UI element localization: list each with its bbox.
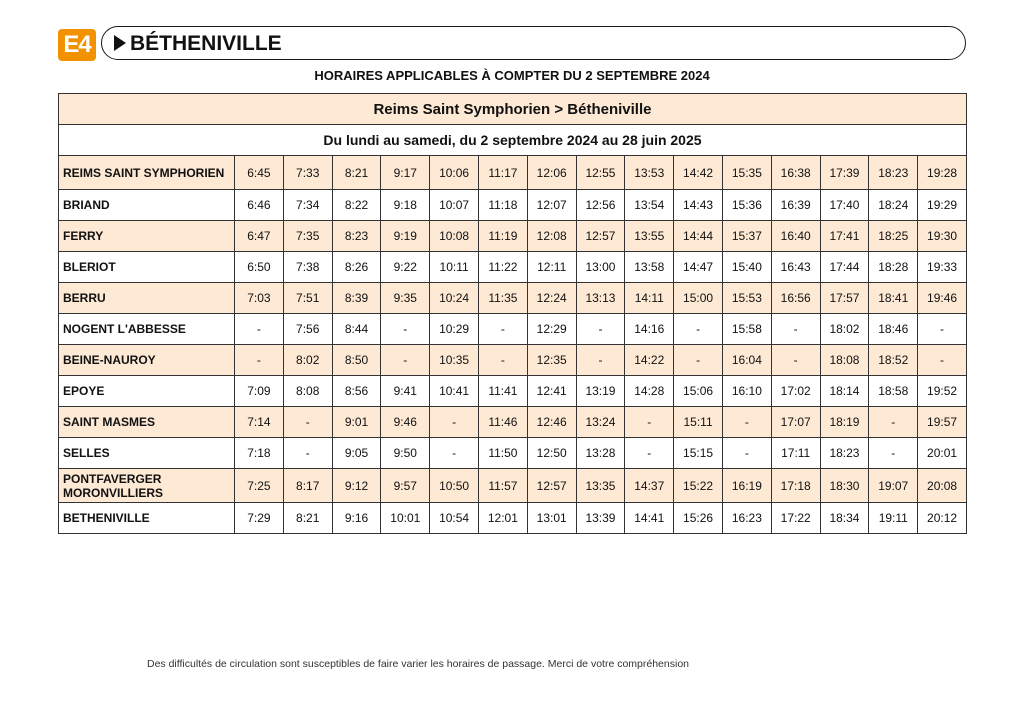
departure-time: 9:16: [332, 503, 381, 534]
departure-time: 16:39: [771, 190, 820, 221]
departure-time: 19:11: [869, 503, 918, 534]
departure-time: 8:44: [332, 314, 381, 345]
departure-time: 14:47: [674, 252, 723, 283]
departure-time: 15:35: [722, 156, 771, 190]
departure-time: 13:24: [576, 407, 625, 438]
departure-time: 12:01: [478, 503, 527, 534]
departure-time: 8:08: [283, 376, 332, 407]
departure-time: 6:45: [235, 156, 284, 190]
departure-time: 7:56: [283, 314, 332, 345]
stop-name: BERRU: [59, 283, 235, 314]
departure-time: 9:22: [381, 252, 430, 283]
departure-time: -: [430, 438, 479, 469]
departure-time: 13:55: [625, 221, 674, 252]
departure-time: 18:24: [869, 190, 918, 221]
departure-time: 10:08: [430, 221, 479, 252]
departure-time: 15:00: [674, 283, 723, 314]
stop-name: BLERIOT: [59, 252, 235, 283]
departure-time: 17:11: [771, 438, 820, 469]
departure-time: 17:39: [820, 156, 869, 190]
departure-time: -: [771, 314, 820, 345]
departure-time: 13:13: [576, 283, 625, 314]
departure-time: 13:35: [576, 469, 625, 503]
departure-time: 8:23: [332, 221, 381, 252]
play-arrow-icon: [114, 35, 126, 51]
stop-name: BRIAND: [59, 190, 235, 221]
departure-time: 11:57: [478, 469, 527, 503]
departure-time: 13:00: [576, 252, 625, 283]
departure-time: 9:41: [381, 376, 430, 407]
departure-time: 10:11: [430, 252, 479, 283]
departure-time: 14:41: [625, 503, 674, 534]
departure-time: 12:29: [527, 314, 576, 345]
departure-time: 7:14: [235, 407, 284, 438]
departure-time: 18:46: [869, 314, 918, 345]
destination-name: BÉTHENIVILLE: [130, 32, 282, 55]
departure-time: 9:01: [332, 407, 381, 438]
line-badge: E4: [58, 29, 96, 61]
applicability-notice: HORAIRES APPLICABLES À COMPTER DU 2 SEPTEMBRE 2024: [314, 68, 710, 83]
departure-time: 20:12: [918, 503, 967, 534]
departure-time: 18:23: [869, 156, 918, 190]
departure-time: 12:57: [527, 469, 576, 503]
departure-time: 11:46: [478, 407, 527, 438]
departure-time: 18:52: [869, 345, 918, 376]
departure-time: 11:18: [478, 190, 527, 221]
table-row: [59, 190, 967, 221]
departure-time: 13:54: [625, 190, 674, 221]
footnote: Des difficultés de circulation sont susceptibles de faire varier les horaires de passage. Merci de votre compréhension: [147, 658, 689, 670]
departure-time: 14:22: [625, 345, 674, 376]
departure-time: -: [625, 407, 674, 438]
departure-time: 14:42: [674, 156, 723, 190]
departure-time: -: [576, 314, 625, 345]
departure-time: 10:24: [430, 283, 479, 314]
departure-time: 15:37: [722, 221, 771, 252]
departure-time: -: [869, 407, 918, 438]
departure-time: 15:36: [722, 190, 771, 221]
departure-time: 18:41: [869, 283, 918, 314]
departure-time: 8:21: [283, 503, 332, 534]
departure-time: 16:04: [722, 345, 771, 376]
departure-time: 14:44: [674, 221, 723, 252]
departure-time: 9:17: [381, 156, 430, 190]
departure-time: -: [235, 314, 284, 345]
departure-time: 7:38: [283, 252, 332, 283]
departure-time: 8:50: [332, 345, 381, 376]
departure-time: 11:50: [478, 438, 527, 469]
departure-time: 19:33: [918, 252, 967, 283]
departure-time: 10:07: [430, 190, 479, 221]
departure-time: 10:29: [430, 314, 479, 345]
stop-name: FERRY: [59, 221, 235, 252]
table-row: [59, 314, 967, 345]
departure-time: 19:57: [918, 407, 967, 438]
departure-time: -: [674, 314, 723, 345]
departure-time: 17:44: [820, 252, 869, 283]
departure-time: 16:23: [722, 503, 771, 534]
departure-time: -: [478, 345, 527, 376]
departure-time: -: [381, 345, 430, 376]
departure-time: 15:06: [674, 376, 723, 407]
departure-time: 9:46: [381, 407, 430, 438]
departure-time: 11:41: [478, 376, 527, 407]
departure-time: 7:33: [283, 156, 332, 190]
departure-time: 18:19: [820, 407, 869, 438]
departure-time: 7:34: [283, 190, 332, 221]
departure-time: 18:30: [820, 469, 869, 503]
stop-name: SAINT MASMES: [59, 407, 235, 438]
table-row: [59, 503, 967, 534]
departure-time: 9:50: [381, 438, 430, 469]
departure-time: 16:19: [722, 469, 771, 503]
table-row: [59, 376, 967, 407]
departure-time: -: [283, 438, 332, 469]
departure-time: 12:41: [527, 376, 576, 407]
departure-time: 18:02: [820, 314, 869, 345]
departure-time: -: [235, 345, 284, 376]
departure-time: 9:19: [381, 221, 430, 252]
departure-time: 19:52: [918, 376, 967, 407]
departure-time: 15:58: [722, 314, 771, 345]
departure-time: 7:25: [235, 469, 284, 503]
departure-time: 8:26: [332, 252, 381, 283]
departure-time: 14:16: [625, 314, 674, 345]
departure-time: 16:10: [722, 376, 771, 407]
stop-name: EPOYE: [59, 376, 235, 407]
departure-time: 17:07: [771, 407, 820, 438]
departure-time: 8:17: [283, 469, 332, 503]
departure-time: 7:03: [235, 283, 284, 314]
route-title: Reims Saint Symphorien > Bétheniville: [59, 94, 967, 125]
departure-time: 18:23: [820, 438, 869, 469]
departure-time: 12:57: [576, 221, 625, 252]
departure-time: 16:38: [771, 156, 820, 190]
departure-time: 18:28: [869, 252, 918, 283]
departure-time: 12:24: [527, 283, 576, 314]
destination-pill: [101, 26, 966, 60]
table-row: [59, 156, 967, 190]
departure-time: 14:43: [674, 190, 723, 221]
departure-time: 12:11: [527, 252, 576, 283]
departure-time: 16:43: [771, 252, 820, 283]
stop-name: PONTFAVERGER MORONVILLIERS: [59, 469, 235, 503]
departure-time: 16:56: [771, 283, 820, 314]
departure-time: 10:01: [381, 503, 430, 534]
departure-time: -: [771, 345, 820, 376]
departure-time: 8:56: [332, 376, 381, 407]
departure-time: 8:21: [332, 156, 381, 190]
table-row: [59, 345, 967, 376]
departure-time: -: [430, 407, 479, 438]
departure-time: -: [918, 345, 967, 376]
departure-time: 15:40: [722, 252, 771, 283]
departure-time: 6:46: [235, 190, 284, 221]
stop-name: SELLES: [59, 438, 235, 469]
departure-time: 19:46: [918, 283, 967, 314]
departure-time: 19:07: [869, 469, 918, 503]
departure-time: 7:09: [235, 376, 284, 407]
departure-time: 17:40: [820, 190, 869, 221]
table-row: [59, 252, 967, 283]
departure-time: 9:18: [381, 190, 430, 221]
departure-time: 9:57: [381, 469, 430, 503]
departure-time: 19:28: [918, 156, 967, 190]
departure-time: 12:06: [527, 156, 576, 190]
table-row: [59, 407, 967, 438]
departure-time: 7:35: [283, 221, 332, 252]
departure-time: 10:35: [430, 345, 479, 376]
departure-time: -: [625, 438, 674, 469]
departure-time: 9:05: [332, 438, 381, 469]
departure-time: 18:14: [820, 376, 869, 407]
departure-time: 12:50: [527, 438, 576, 469]
departure-time: 9:35: [381, 283, 430, 314]
departure-time: -: [283, 407, 332, 438]
route-row: [59, 94, 967, 125]
departure-time: 13:28: [576, 438, 625, 469]
departure-time: 14:37: [625, 469, 674, 503]
departure-time: 14:11: [625, 283, 674, 314]
departure-time: 13:58: [625, 252, 674, 283]
departure-time: 6:50: [235, 252, 284, 283]
departure-time: -: [918, 314, 967, 345]
table-row: [59, 221, 967, 252]
period-title: Du lundi au samedi, du 2 septembre 2024 au 28 juin 2025: [59, 125, 967, 156]
departure-time: 12:55: [576, 156, 625, 190]
departure-time: 15:26: [674, 503, 723, 534]
departure-time: 15:15: [674, 438, 723, 469]
departure-time: 11:19: [478, 221, 527, 252]
departure-time: 13:39: [576, 503, 625, 534]
departure-time: 13:01: [527, 503, 576, 534]
departure-time: 10:54: [430, 503, 479, 534]
departure-time: 15:11: [674, 407, 723, 438]
departure-time: -: [381, 314, 430, 345]
departure-time: 8:39: [332, 283, 381, 314]
departure-time: 15:53: [722, 283, 771, 314]
departure-time: 13:19: [576, 376, 625, 407]
departure-time: 7:29: [235, 503, 284, 534]
departure-time: 10:06: [430, 156, 479, 190]
table-row: [59, 469, 967, 503]
departure-time: 12:35: [527, 345, 576, 376]
departure-time: 18:34: [820, 503, 869, 534]
departure-time: 12:08: [527, 221, 576, 252]
departure-time: 11:17: [478, 156, 527, 190]
departure-time: 12:46: [527, 407, 576, 438]
departure-time: -: [722, 407, 771, 438]
departure-time: 9:12: [332, 469, 381, 503]
stop-name: BEINE-NAUROY: [59, 345, 235, 376]
departure-time: 14:28: [625, 376, 674, 407]
departure-time: 17:41: [820, 221, 869, 252]
departure-time: 16:40: [771, 221, 820, 252]
timetable-header: [58, 26, 966, 62]
departure-time: 17:18: [771, 469, 820, 503]
departure-time: 19:29: [918, 190, 967, 221]
departure-time: 7:51: [283, 283, 332, 314]
period-row: [59, 125, 967, 156]
stop-name: REIMS SAINT SYMPHORIEN: [59, 156, 235, 190]
departure-time: -: [576, 345, 625, 376]
departure-time: 20:08: [918, 469, 967, 503]
departure-time: 19:30: [918, 221, 967, 252]
timetable: [58, 93, 967, 534]
departure-time: 11:35: [478, 283, 527, 314]
departure-time: 10:50: [430, 469, 479, 503]
stop-name: NOGENT L'ABBESSE: [59, 314, 235, 345]
departure-time: 7:18: [235, 438, 284, 469]
departure-time: 11:22: [478, 252, 527, 283]
departure-time: 18:25: [869, 221, 918, 252]
departure-time: -: [478, 314, 527, 345]
departure-time: 12:56: [576, 190, 625, 221]
departure-time: 13:53: [625, 156, 674, 190]
stop-name: BETHENIVILLE: [59, 503, 235, 534]
departure-time: -: [722, 438, 771, 469]
departure-time: 18:58: [869, 376, 918, 407]
departure-time: 17:57: [820, 283, 869, 314]
departure-time: 15:22: [674, 469, 723, 503]
departure-time: -: [869, 438, 918, 469]
departure-time: 6:47: [235, 221, 284, 252]
table-row: [59, 438, 967, 469]
departure-time: 20:01: [918, 438, 967, 469]
table-row: [59, 283, 967, 314]
departure-time: 12:07: [527, 190, 576, 221]
departure-time: 17:22: [771, 503, 820, 534]
departure-time: -: [674, 345, 723, 376]
departure-time: 8:22: [332, 190, 381, 221]
departure-time: 10:41: [430, 376, 479, 407]
departure-time: 18:08: [820, 345, 869, 376]
departure-time: 17:02: [771, 376, 820, 407]
departure-time: 8:02: [283, 345, 332, 376]
